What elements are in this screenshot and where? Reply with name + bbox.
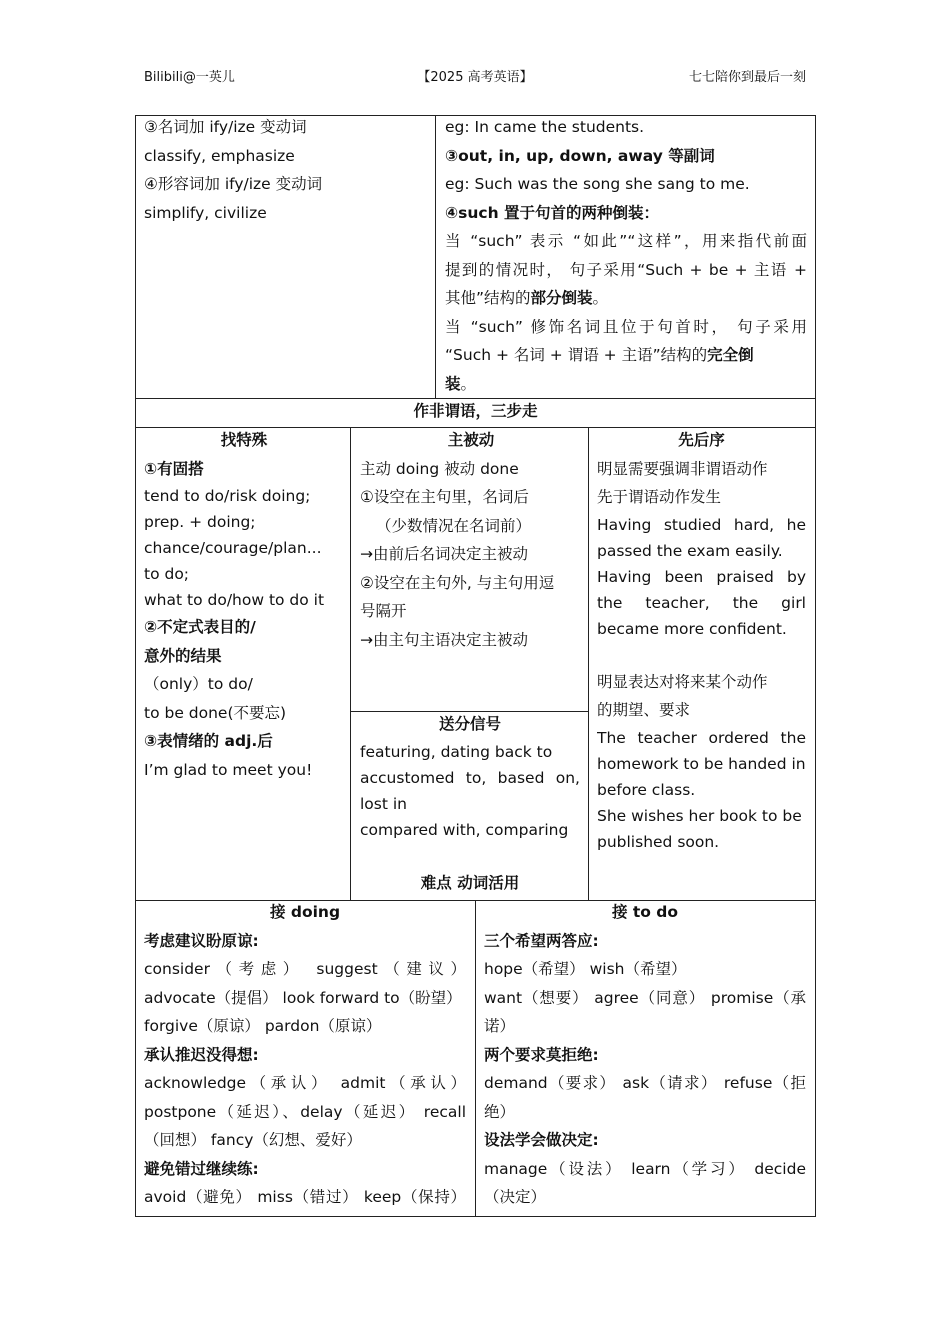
text-line: 明显需要强调非谓语动作	[597, 459, 768, 478]
text-line: accustomed to, based on,	[360, 768, 580, 787]
text-line: Having been praised by	[597, 567, 806, 586]
subheading: ③out, in, up, down, away 等副词	[445, 146, 715, 165]
text-line: want（想要） agree（同意） promise（承	[484, 988, 806, 1007]
text-line: before class.	[597, 780, 696, 799]
text-line: 明显表达对将来某个动作	[597, 672, 768, 691]
order-column	[597, 426, 806, 855]
spacer	[360, 843, 580, 869]
column-title: 找特殊	[220, 431, 268, 449]
find-special-column	[144, 426, 344, 784]
text-line: 先于谓语动作发生	[597, 488, 722, 506]
text-line: （决定）	[484, 1188, 547, 1206]
text-line: manage（设法） learn（学习） decide	[484, 1159, 806, 1178]
text-line: advocate（提倡） look forward to（盼望）	[144, 988, 462, 1007]
column-title: 主被动	[447, 431, 495, 449]
text-line: tend to do/risk doing;	[144, 487, 311, 505]
text-line: compared with, comparing	[360, 820, 569, 839]
text-line: to do;	[144, 565, 190, 583]
to-do-column	[484, 898, 806, 1212]
text-line: 诺）	[484, 1017, 516, 1035]
top-divider	[435, 115, 436, 398]
text-line: （only）to do/	[144, 675, 253, 693]
emphasis-span: 部分倒装	[530, 289, 593, 307]
text-line: avoid（避免） miss（错过） keep（保持）	[144, 1188, 466, 1206]
difficulty-label: 难点 动词活用	[420, 873, 520, 892]
header-center: 【2025 高考英语】	[417, 70, 533, 85]
doing-column	[144, 898, 466, 1212]
subheading: 三个希望两答应:	[484, 931, 599, 950]
text-line: chance/courage/plan...	[144, 539, 322, 557]
subheading: ①有固搭	[144, 459, 204, 478]
text-line	[445, 284, 807, 313]
subheading: 两个要求莫拒绝:	[484, 1045, 599, 1064]
text-line: ①设空在主句里，名词后	[360, 488, 529, 506]
subheading: 设法学会做决定:	[484, 1131, 599, 1149]
text-line: 当 “such” 表示 “如此”“这样”，用来指代前面	[445, 232, 807, 250]
text-line: what to do/how to do it	[144, 591, 325, 609]
column-title: 接 to do	[611, 903, 679, 921]
text-line: postpone（延迟）、delay（延迟） recall	[144, 1102, 466, 1121]
text-line: lost in	[360, 794, 407, 813]
text-line: became more confident.	[597, 619, 787, 638]
subheading: 避免错过继续练:	[144, 1159, 259, 1178]
subheading: 承认推迟没得想:	[144, 1045, 259, 1064]
text-line	[445, 370, 807, 399]
mid-divider-2	[588, 427, 589, 900]
text-line: simplify, civilize	[144, 203, 267, 222]
text-line: I’m glad to meet you!	[144, 760, 313, 779]
column-title: 先后序	[678, 431, 725, 449]
text-line: passed the exam easily.	[597, 541, 783, 560]
text-line: 的期望、要求	[597, 701, 691, 719]
voice-column	[360, 426, 582, 654]
signal-column	[360, 710, 580, 897]
example-line: eg: In came the students.	[445, 118, 645, 136]
text-line: She wishes her book to be	[597, 806, 802, 825]
spacer	[597, 642, 806, 668]
text-line: to be done(不要忘)	[144, 703, 287, 722]
text-line: ④形容词加 ify/ize 变动词	[144, 175, 323, 193]
top-right-cell	[445, 113, 807, 398]
text-line: 主动 doing 被动 done	[360, 459, 519, 478]
text-line: acknowledge（承认） admit（承认）	[144, 1074, 466, 1092]
bottom-divider	[475, 900, 476, 1217]
text-line: （少数情况在名词前）	[376, 516, 532, 535]
column-title: 接 doing	[269, 903, 341, 921]
subheading: ④such 置于句首的两种倒装：	[445, 203, 660, 222]
header-left: Bilibili@一英儿	[144, 70, 235, 85]
emphasis-span: 完全倒	[707, 346, 754, 364]
text-line: hope（希望） wish（希望）	[484, 960, 687, 978]
text-line: 提到的情况时， 句子采用“Such + be + 主语 +	[445, 260, 807, 279]
text-line: Having studied hard, he	[597, 515, 806, 534]
subheading: ②不定式表目的/	[144, 618, 256, 636]
emphasis-span: 装	[445, 374, 461, 393]
top-left-cell	[144, 113, 429, 227]
column-title: 送分信号	[438, 715, 501, 733]
text-line: featuring, dating back to	[360, 742, 553, 761]
text-span: 。	[460, 374, 477, 393]
text-line: ②设空在主句外, 与主句用逗	[360, 573, 555, 592]
text-line: →由前后名词决定主被动	[360, 545, 528, 563]
subheading: ③表情绪的 adj.后	[144, 732, 273, 750]
header-right: 七七陪你到最后一刻	[688, 70, 806, 85]
text-line	[445, 341, 807, 370]
text-line: →由主句主语决定主被动	[360, 630, 528, 649]
text-line: 绝）	[484, 1102, 516, 1121]
text-line: the teacher, the girl	[597, 593, 806, 612]
text-line: 号隔开	[360, 602, 407, 620]
text-line: 当 “such” 修饰名词且位于句首时， 句子采用	[445, 317, 807, 336]
subheading: 意外的结果	[144, 646, 222, 665]
text-span: 。	[592, 289, 609, 307]
text-line: （回想） fancy（幻想、爱好）	[144, 1131, 362, 1149]
text-line: ③名词加 ify/ize 变动词	[144, 118, 307, 136]
text-span: “Such + 名词 + 谓语 + 主语”结构的	[445, 346, 708, 364]
text-line: demand（要求） ask（请求） refuse（拒	[484, 1074, 806, 1092]
text-span: 其他”结构的	[445, 289, 531, 307]
text-line: prep. + doing;	[144, 513, 256, 531]
section-title: 作非谓语，三步走	[413, 402, 538, 420]
subheading: 考虑建议盼原谅:	[144, 931, 259, 950]
text-line: published soon.	[597, 832, 720, 851]
example-line: eg: Such was the song she sang to me.	[445, 175, 750, 193]
text-line: consider（考虑） suggest（建议）	[144, 960, 466, 978]
mid-divider-1	[350, 427, 351, 900]
text-line: homework to be handed in	[597, 754, 806, 773]
text-line: classify, emphasize	[144, 146, 295, 165]
text-line: The teacher ordered the	[597, 728, 806, 747]
text-line: forgive（原谅） pardon（原谅）	[144, 1017, 382, 1035]
